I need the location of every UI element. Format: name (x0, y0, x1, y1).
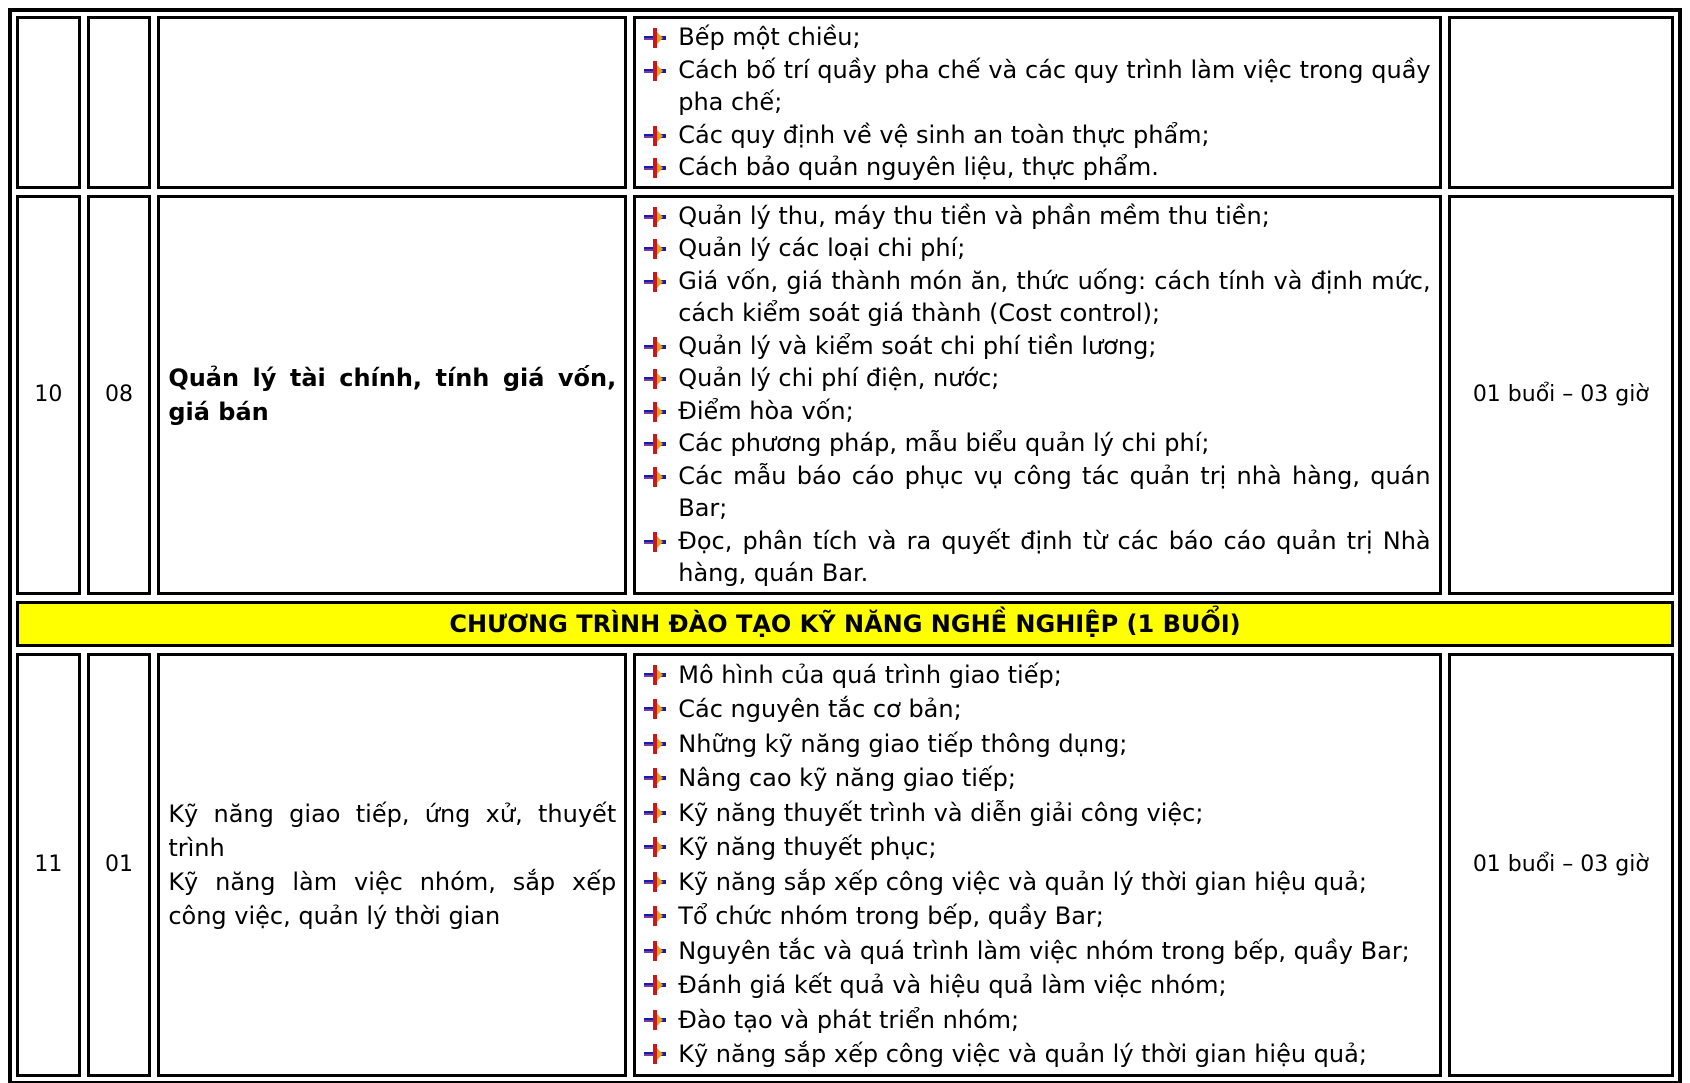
list-item (640, 1037, 1430, 1072)
plus-arrow-bullet-icon (644, 699, 666, 719)
list-item (640, 865, 1430, 900)
list-item (640, 934, 1430, 969)
plus-arrow-bullet-icon (644, 837, 666, 857)
plus-arrow-bullet-icon (644, 402, 666, 422)
plus-arrow-bullet-icon (644, 434, 666, 454)
plus-arrow-bullet-icon (644, 158, 666, 178)
plus-arrow-bullet-icon (644, 337, 666, 357)
list-item-text: Đánh giá kết quả và hiệu quả làm việc nhóm; (678, 971, 1227, 999)
list-item (640, 727, 1430, 762)
title-line: Kỹ năng giao tiếp, ứng xử, thuyết trình (168, 799, 617, 862)
list-item-text: Tổ chức nhóm trong bếp, quầy Bar; (678, 902, 1104, 930)
code-cell (87, 16, 152, 189)
list-item (640, 362, 1430, 395)
list-item-text: Điểm hòa vốn; (678, 396, 854, 425)
list-item-text: Giá vốn, giá thành món ăn, thức uống: cách tính và định mức, cách kiểm soát giá thành (Cost control); (678, 266, 1431, 327)
plus-arrow-bullet-icon (644, 906, 666, 926)
list-item-text: Những kỹ năng giao tiếp thông dụng; (678, 729, 1128, 758)
plus-arrow-bullet-icon (644, 532, 666, 552)
section-header-row (16, 601, 1674, 647)
list-item-text: Cách bảo quản nguyên liệu, thực phẩm. (678, 153, 1159, 181)
time-cell (1448, 16, 1674, 189)
content-cell (633, 16, 1441, 189)
list-item (640, 899, 1430, 934)
list-item (640, 761, 1430, 796)
plus-arrow-bullet-icon (644, 369, 666, 389)
list-item-text: Mô hình của quá trình giao tiếp; (678, 660, 1062, 689)
section-header: CHƯƠNG TRÌNH ĐÀO TẠO KỸ NĂNG NGHỀ NGHIỆP (1 BUỔI) (16, 601, 1674, 647)
plus-arrow-bullet-icon (644, 734, 666, 754)
list-item-text: Bếp một chiều; (678, 23, 861, 51)
content-list (640, 200, 1430, 590)
list-item (640, 692, 1430, 727)
plus-arrow-bullet-icon (644, 872, 666, 892)
plus-arrow-bullet-icon (644, 768, 666, 788)
content-cell (633, 195, 1441, 595)
stt-cell (16, 16, 81, 189)
list-item (640, 796, 1430, 831)
plus-arrow-bullet-icon (644, 61, 666, 81)
plus-arrow-bullet-icon (644, 1044, 666, 1064)
list-item-text: Quản lý các loại chi phí; (678, 234, 966, 262)
list-item-text: Các mẫu báo cáo phục vụ công tác quản trị nhà hàng, quán Bar; (678, 461, 1431, 522)
table-row (16, 195, 1674, 595)
plus-arrow-bullet-icon (644, 126, 666, 146)
list-item (640, 1003, 1430, 1038)
list-item-text: Kỹ năng sắp xếp công việc và quản lý thời gian hiệu quả; (678, 1040, 1367, 1068)
plus-arrow-bullet-icon (644, 272, 666, 292)
time-cell: 01 buổi – 03 giờ (1448, 195, 1674, 595)
list-item (640, 460, 1430, 525)
list-item (640, 658, 1430, 693)
list-item-text: Nguyên tắc và quá trình làm việc nhóm trong bếp, quầy Bar; (678, 936, 1410, 965)
list-item-text: Các phương pháp, mẫu biểu quản lý chi phí; (678, 429, 1210, 457)
content-cell (633, 653, 1441, 1077)
list-item (640, 21, 1430, 54)
time-cell: 01 buổi – 03 giờ (1448, 653, 1674, 1077)
list-item (640, 200, 1430, 233)
title-cell (157, 16, 627, 189)
title-cell: Quản lý tài chính, tính giá vốn, giá bán (157, 195, 627, 595)
list-item-text: Quản lý và kiểm soát chi phí tiền lương; (678, 331, 1157, 360)
table-row (16, 16, 1674, 189)
list-item (640, 830, 1430, 865)
content-list (640, 21, 1430, 184)
title-cell (157, 653, 627, 1077)
title-line: Kỹ năng làm việc nhóm, sắp xếp công việc, quản lý thời gian (168, 867, 617, 930)
list-item (640, 330, 1430, 363)
list-item (640, 525, 1430, 590)
list-item-text: Nâng cao kỹ năng giao tiếp; (678, 764, 1016, 792)
stt-cell: 11 (16, 653, 81, 1077)
list-item (640, 968, 1430, 1003)
list-item-text: Kỹ năng thuyết phục; (678, 833, 937, 861)
list-item (640, 232, 1430, 265)
plus-arrow-bullet-icon (644, 803, 666, 823)
code-cell: 08 (87, 195, 152, 595)
list-item-text: Quản lý chi phí điện, nước; (678, 364, 1000, 392)
list-item-text: Cách bố trí quầy pha chế và các quy trình làm việc trong quầy pha chế; (678, 55, 1431, 116)
curriculum-table (10, 10, 1680, 1083)
plus-arrow-bullet-icon (644, 239, 666, 259)
plus-arrow-bullet-icon (644, 28, 666, 48)
plus-arrow-bullet-icon (644, 467, 666, 487)
list-item-text: Các nguyên tắc cơ bản; (678, 695, 962, 723)
code-cell: 01 (87, 653, 152, 1077)
table-row (16, 653, 1674, 1077)
plus-arrow-bullet-icon (644, 975, 666, 995)
plus-arrow-bullet-icon (644, 665, 666, 685)
stt-cell: 10 (16, 195, 81, 595)
list-item-text: Các quy định về vệ sinh an toàn thực phẩm; (678, 120, 1210, 149)
list-item-text: Kỹ năng sắp xếp công việc và quản lý thời gian hiệu quả; (678, 867, 1367, 896)
list-item-text: Quản lý thu, máy thu tiền và phần mềm thu tiền; (678, 201, 1270, 230)
plus-arrow-bullet-icon (644, 1010, 666, 1030)
list-item (640, 265, 1430, 330)
plus-arrow-bullet-icon (644, 207, 666, 227)
plus-arrow-bullet-icon (644, 941, 666, 961)
list-item-text: Đọc, phân tích và ra quyết định từ các báo cáo quản trị Nhà hàng, quán Bar. (678, 526, 1431, 587)
list-item (640, 54, 1430, 119)
list-item (640, 119, 1430, 152)
content-list (640, 658, 1430, 1072)
list-item (640, 427, 1430, 460)
list-item-text: Kỹ năng thuyết trình và diễn giải công việc; (678, 798, 1204, 827)
list-item-text: Đào tạo và phát triển nhóm; (678, 1005, 1020, 1034)
list-item (640, 395, 1430, 428)
list-item (640, 151, 1430, 184)
